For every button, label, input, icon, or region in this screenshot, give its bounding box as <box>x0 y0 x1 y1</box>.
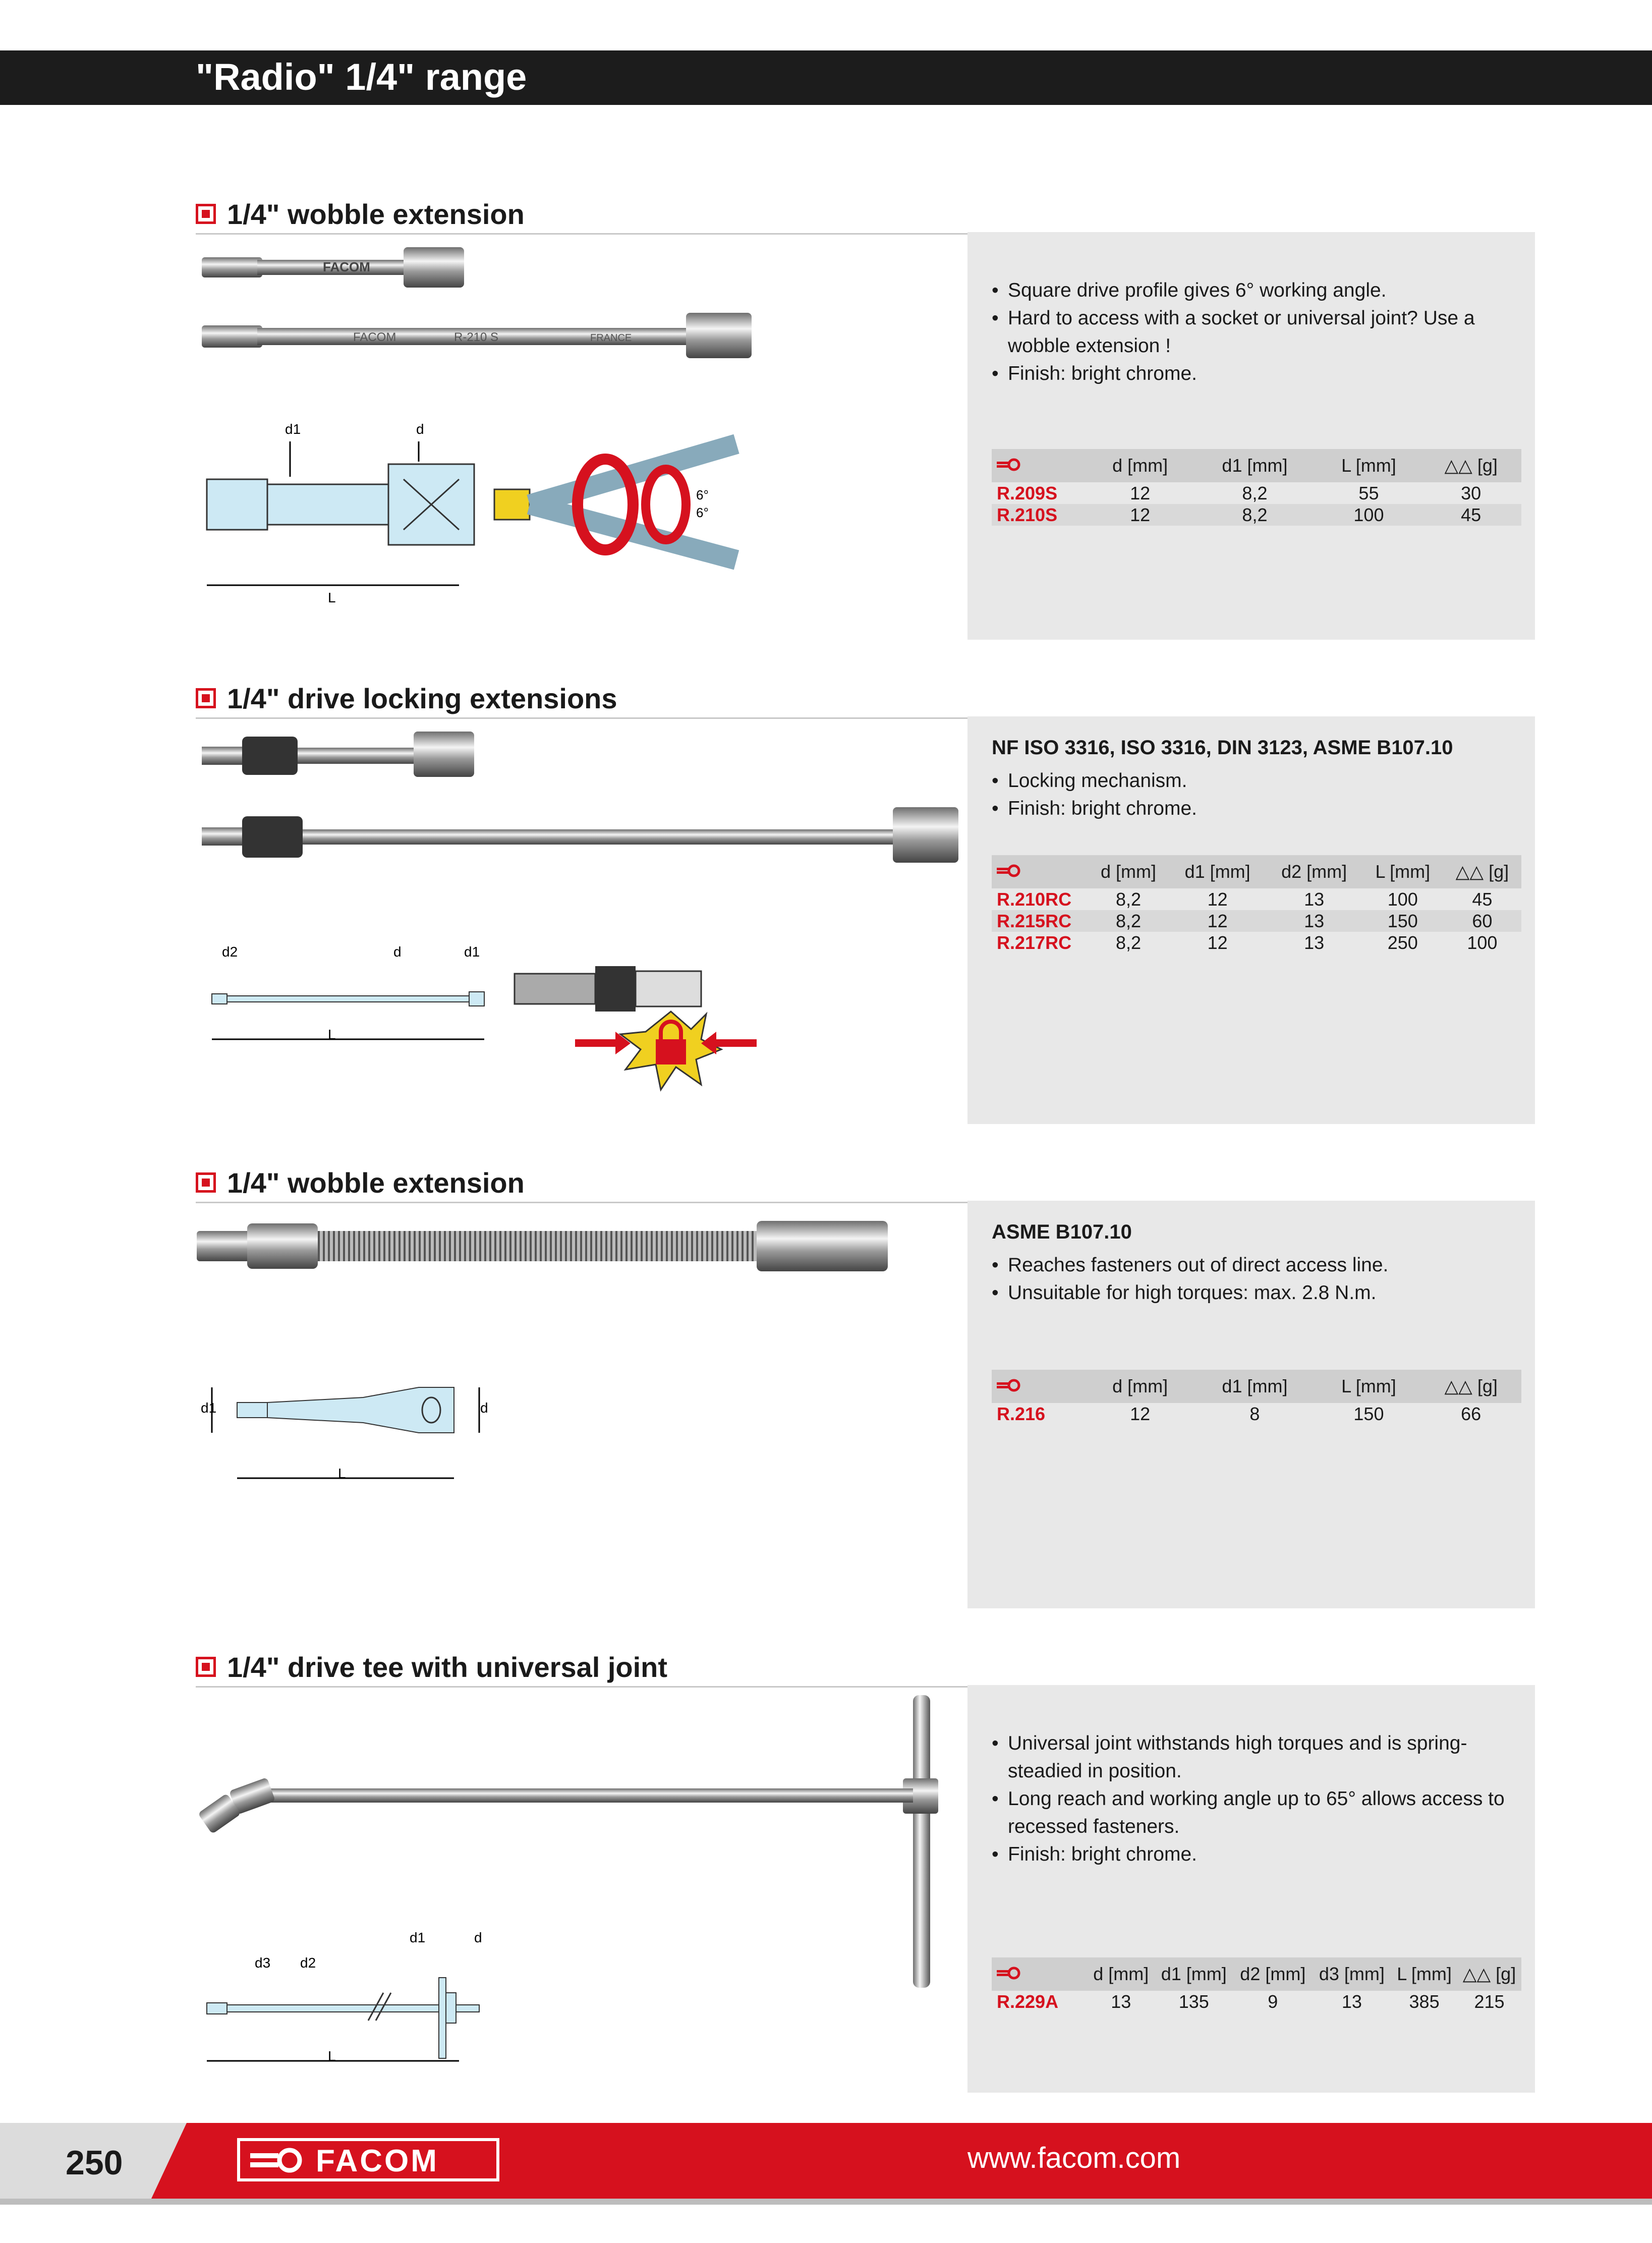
section-title: 1/4" drive locking extensions <box>227 683 617 714</box>
dimension-label: L <box>328 2048 336 2064</box>
spec-table <box>992 855 1521 954</box>
wobble-extension-drawing <box>192 414 948 605</box>
table-cell: 45 <box>1472 889 1493 910</box>
reference-cell: R.210RC <box>997 889 1072 910</box>
wobble-extension-photo <box>192 237 958 358</box>
product-mark: FACOM <box>323 259 370 274</box>
table-cell: 250 <box>1387 932 1418 953</box>
flexible-extension-photo <box>192 1211 908 1281</box>
column-header: d2 [mm] <box>1233 1957 1313 1991</box>
table-cell: 100 <box>1387 889 1418 910</box>
standards-text: NF ISO 3316, ISO 3316, DIN 3123, ASME B107.10 <box>992 737 1453 759</box>
dimension-label: d1 <box>201 1400 217 1416</box>
table-cell: 12 <box>1088 504 1192 526</box>
spec-table <box>992 1370 1521 1425</box>
feature-item: • Finish: bright chrome. <box>992 360 1526 387</box>
reference-icon <box>992 1957 1088 1991</box>
table-cell: 9 <box>1268 1991 1278 2012</box>
table-cell: 45 <box>1420 504 1521 526</box>
dimension-label: d1 <box>464 944 480 960</box>
feature-item: • Locking mechanism. <box>992 767 1526 795</box>
column-header: d2 [mm] <box>1266 855 1362 888</box>
reference-cell: R.209S <box>997 483 1058 503</box>
standards-text: ASME B107.10 <box>992 1221 1132 1243</box>
page-number: 250 <box>66 2144 123 2182</box>
spec-table <box>992 1957 1521 2012</box>
feature-item: • Finish: bright chrome. <box>992 1840 1526 1868</box>
table-cell: 12 <box>1130 483 1151 503</box>
facom-emblem-icon <box>250 2147 306 2174</box>
dimension-label: d <box>393 944 402 960</box>
locking-extension-drawing <box>192 938 948 1105</box>
flexible-extension-drawing <box>192 1377 545 1488</box>
feature-item: • Square drive profile gives 6° working angle. <box>992 276 1526 304</box>
table-cell: 13 <box>1111 1991 1131 2012</box>
reference-icon <box>992 855 1088 888</box>
reference-cell: R.210S <box>992 504 1088 526</box>
column-header: L [mm] <box>1317 1370 1421 1403</box>
table-cell: 8,2 <box>1088 910 1169 932</box>
weight-icon: △△ <box>1455 861 1484 882</box>
product-mark: FRANCE <box>590 332 632 344</box>
table-cell: 55 <box>1358 483 1379 503</box>
table-cell: 100 <box>1467 932 1498 953</box>
table-cell: 13 <box>1341 1991 1362 2012</box>
dimension-label: d <box>480 1400 488 1416</box>
table-cell: 13 <box>1304 932 1325 953</box>
brand-name: FACOM <box>316 2144 439 2178</box>
facom-logo <box>237 2138 499 2181</box>
tee-handle-drawing <box>192 1927 555 2079</box>
weight-icon: △△ <box>1444 1376 1472 1396</box>
feature-item: • Reaches fasteners out of direct access line. <box>992 1251 1526 1279</box>
info-panel-3 <box>967 1201 1535 1608</box>
weight-column-header: △△ [g] <box>1420 449 1521 482</box>
info-panel-4 <box>967 1685 1535 2093</box>
section-header-1 <box>196 197 1535 235</box>
column-header: L [mm] <box>1317 449 1421 482</box>
feature-list <box>992 1251 1526 1307</box>
table-cell: 12 <box>1130 1404 1151 1424</box>
table-cell: 12 <box>1207 889 1228 910</box>
column-header: d1 [mm] <box>1192 449 1317 482</box>
feature-item: • Universal joint withstands high torques and is spring-steadied in position. <box>992 1729 1526 1785</box>
locking-extension-photo <box>192 721 958 873</box>
reference-cell: R.216 <box>997 1404 1046 1424</box>
column-header: d [mm] <box>1088 855 1169 888</box>
weight-column-header: △△ [g] <box>1443 855 1521 888</box>
feature-item: • Long reach and working angle up to 65° allows access to recessed fasteners. <box>992 1785 1526 1840</box>
angle-label: 6° <box>696 505 709 520</box>
dimension-label: d1 <box>410 1930 426 1945</box>
column-header: L [mm] <box>1391 1957 1457 1991</box>
bullet-square-icon <box>196 688 216 708</box>
weight-icon: △△ <box>1462 1964 1491 1984</box>
weight-column-header: △△ [g] <box>1457 1957 1521 1991</box>
column-header: d [mm] <box>1088 1957 1154 1991</box>
feature-item: • Unsuitable for high torques: max. 2.8 N.m. <box>992 1279 1526 1307</box>
footer-divider <box>0 2199 1652 2205</box>
dimension-label: d <box>474 1930 482 1945</box>
table-cell: 30 <box>1461 483 1482 503</box>
table-cell: 8 <box>1249 1404 1260 1424</box>
product-mark: R-210 S <box>454 330 499 344</box>
column-header: d [mm] <box>1088 449 1192 482</box>
page-title-bar <box>0 50 1652 105</box>
dimension-label: L <box>328 1027 336 1042</box>
feature-item: • Finish: bright chrome. <box>992 795 1526 822</box>
info-panel-2 <box>967 716 1535 1124</box>
dimension-label: d <box>416 421 424 437</box>
column-header: d [mm] <box>1088 1370 1192 1403</box>
dimension-label: L <box>328 590 336 605</box>
column-header: L [mm] <box>1362 855 1443 888</box>
column-header: d1 [mm] <box>1169 855 1266 888</box>
weight-column-header: △△ [g] <box>1420 1370 1521 1403</box>
section-title: 1/4" wobble extension <box>227 1167 525 1199</box>
dimension-label: d1 <box>285 421 301 437</box>
bullet-square-icon <box>196 204 216 224</box>
reference-cell: R.215RC <box>992 910 1088 932</box>
feature-item: • Hard to access with a socket or universal joint? Use a wobble extension ! <box>992 304 1526 360</box>
table-cell: 215 <box>1474 1991 1505 2012</box>
page-title: "Radio" 1/4" range <box>196 56 527 98</box>
column-header: d1 [mm] <box>1192 1370 1317 1403</box>
table-cell: 135 <box>1178 1991 1209 2012</box>
spec-table <box>992 449 1521 526</box>
table-cell: 385 <box>1409 1991 1440 2012</box>
bullet-square-icon <box>196 1657 216 1677</box>
reference-icon <box>992 1370 1088 1403</box>
bullet-square-icon <box>196 1172 216 1193</box>
dimension-label: d3 <box>255 1955 271 1971</box>
section-title: 1/4" wobble extension <box>227 198 525 230</box>
weight-icon: △△ <box>1444 455 1472 476</box>
reference-cell: R.217RC <box>997 932 1072 953</box>
table-cell: 13 <box>1266 910 1362 932</box>
section-title: 1/4" drive tee with universal joint <box>227 1651 668 1683</box>
table-cell: 8,2 <box>1192 504 1317 526</box>
product-mark: FACOM <box>353 330 396 344</box>
website-link[interactable]: www.facom.com <box>967 2142 1181 2174</box>
table-cell: 8,2 <box>1115 932 1141 953</box>
dimension-label: L <box>338 1466 346 1481</box>
table-cell: 60 <box>1443 910 1521 932</box>
table-cell: 8,2 <box>1115 889 1141 910</box>
section-header-2 <box>196 681 1535 719</box>
table-cell: 100 <box>1317 504 1421 526</box>
info-panel-1 <box>967 232 1535 640</box>
feature-list <box>992 767 1526 822</box>
table-cell: 13 <box>1304 889 1325 910</box>
dimension-label: d2 <box>300 1955 316 1971</box>
dimension-label: d2 <box>222 944 238 960</box>
section-header-3 <box>196 1165 1535 1203</box>
reference-icon <box>992 449 1088 482</box>
table-cell: 150 <box>1362 910 1443 932</box>
feature-list <box>992 276 1526 387</box>
feature-list <box>992 1729 1526 1868</box>
column-header: d1 [mm] <box>1154 1957 1233 1991</box>
table-cell: 150 <box>1353 1404 1384 1424</box>
reference-cell: R.229A <box>997 1991 1059 2012</box>
table-cell: 8,2 <box>1242 483 1268 503</box>
table-cell: 66 <box>1461 1404 1482 1424</box>
section-header-4 <box>196 1650 1535 1688</box>
table-cell: 12 <box>1207 932 1228 953</box>
table-cell: 12 <box>1169 910 1266 932</box>
column-header: d3 [mm] <box>1313 1957 1392 1991</box>
angle-label: 6° <box>696 487 709 502</box>
